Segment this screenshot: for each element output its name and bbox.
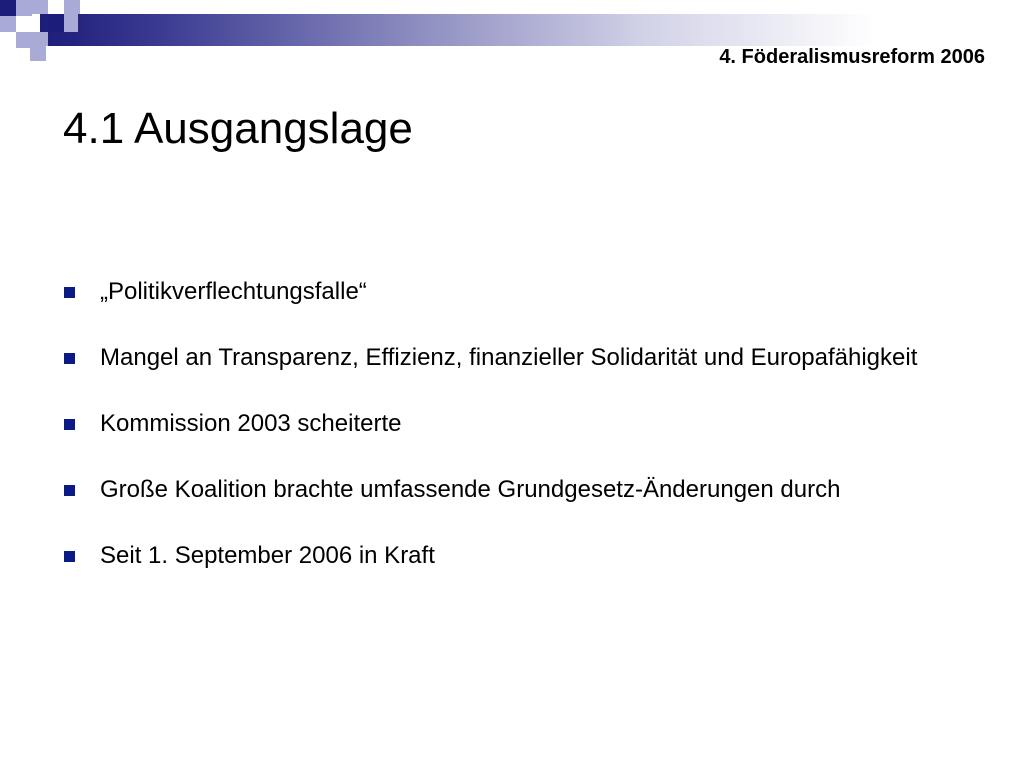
square-bullet-icon <box>64 485 75 496</box>
bullet-text: Kommission 2003 scheiterte <box>100 410 402 437</box>
square-bullet-icon <box>64 551 75 562</box>
bullet-text: Mangel an Transparenz, Effizienz, finanzieller Solidarität und Europafähigkeit <box>100 344 918 371</box>
square-bullet-icon <box>64 287 75 298</box>
bullet-text: „Politikverflechtungsfalle“ <box>100 278 367 305</box>
bullet-item <box>60 344 940 372</box>
square-bullet-icon <box>64 353 75 364</box>
slide-title: 4.1 Ausgangslage <box>63 104 413 153</box>
header-gradient-band <box>40 14 1024 46</box>
bullet-item <box>60 476 940 504</box>
bullet-list <box>60 278 940 608</box>
bullet-text: Seit 1. September 2006 in Kraft <box>100 542 435 569</box>
bullet-item <box>60 542 940 570</box>
section-title: 4. Föderalismusreform 2006 <box>719 46 985 68</box>
square-bullet-icon <box>64 419 75 430</box>
bullet-item <box>60 278 940 306</box>
bullet-text: Große Koalition brachte umfassende Grundgesetz-Änderungen durch <box>100 476 841 503</box>
bullet-item <box>60 410 940 438</box>
